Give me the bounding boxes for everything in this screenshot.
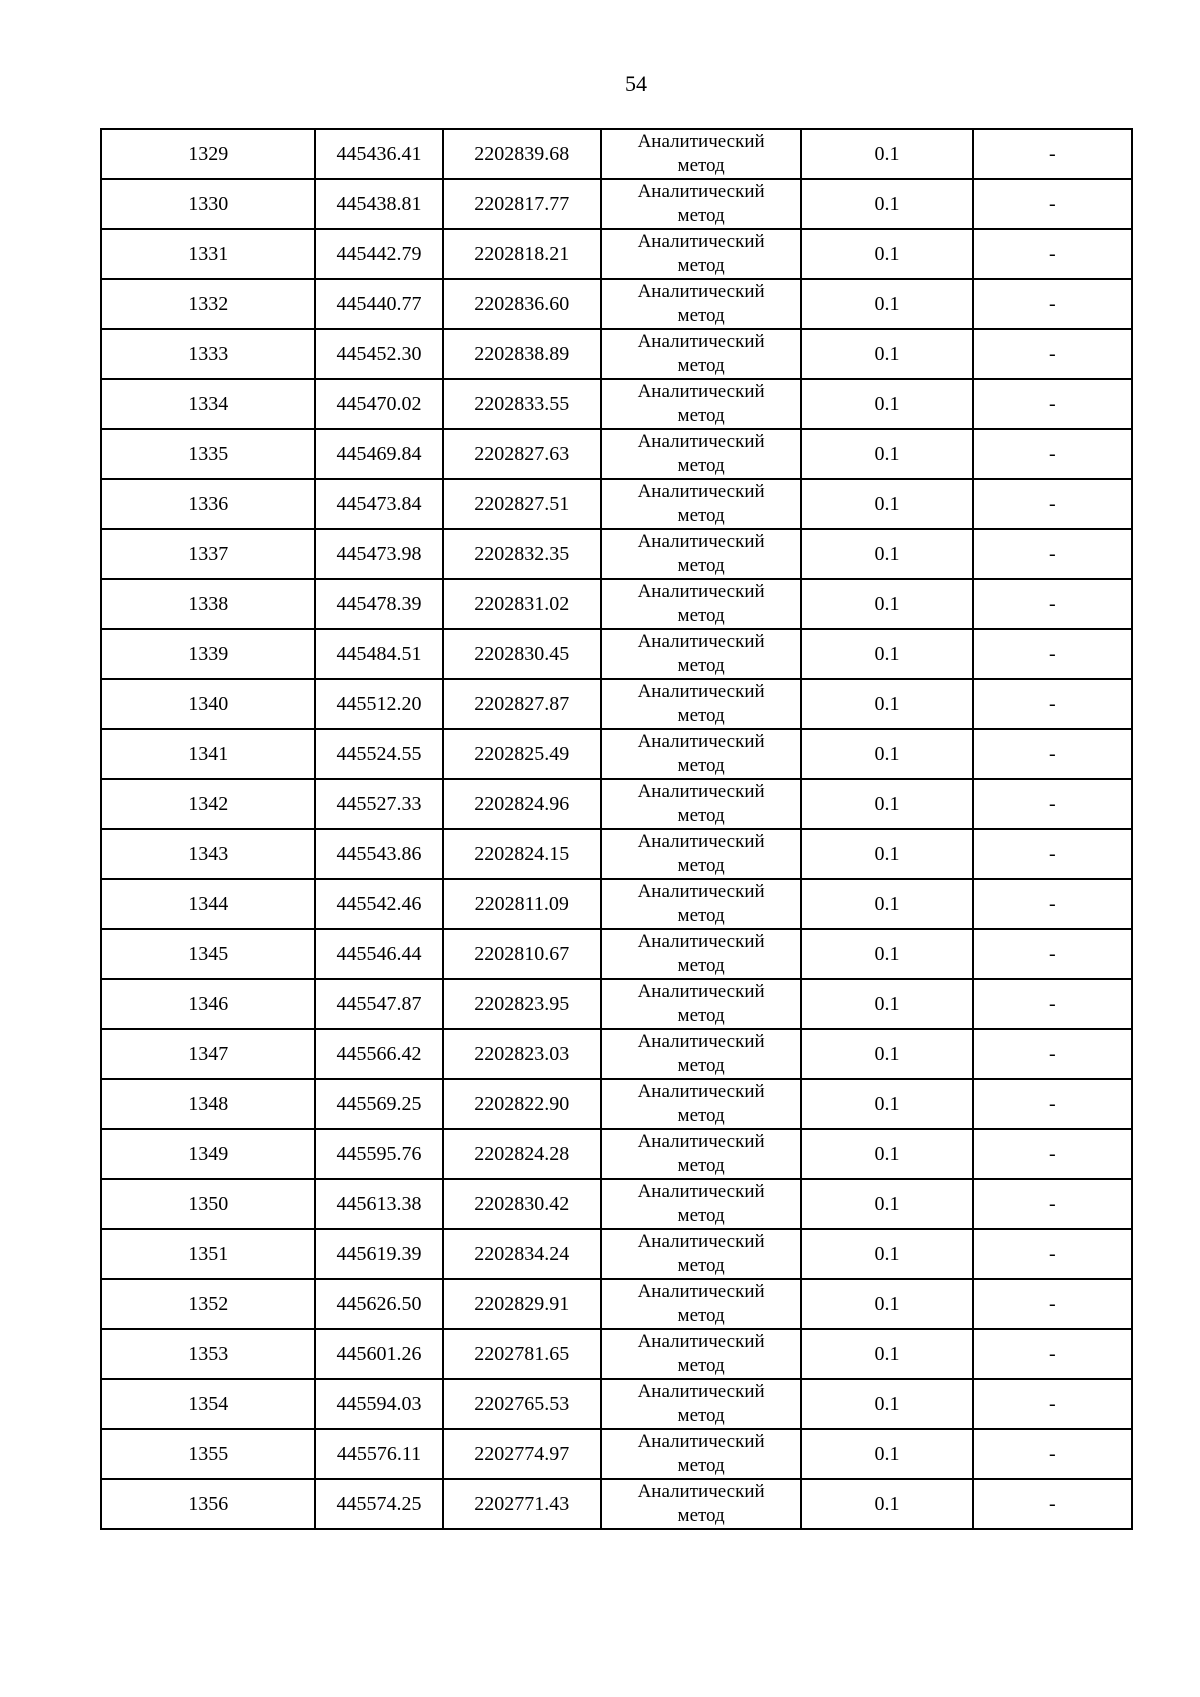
- note-cell: -: [973, 179, 1132, 229]
- table-row: [101, 729, 1132, 779]
- method-cell: [601, 729, 801, 779]
- coordinate-y-cell: 2202830.42: [443, 1179, 601, 1229]
- table-row: [101, 279, 1132, 329]
- point-number-cell: 1353: [101, 1329, 315, 1379]
- method-text: Аналитический метод: [637, 831, 765, 876]
- point-number-cell: 1345: [101, 929, 315, 979]
- method-text: Аналитический метод: [637, 1081, 765, 1126]
- table-row: [101, 1129, 1132, 1179]
- method-text: Аналитический метод: [637, 1381, 765, 1426]
- method-text: Аналитический метод: [637, 1281, 765, 1326]
- point-number-cell: 1340: [101, 679, 315, 729]
- method-cell: [601, 679, 801, 729]
- table-row: [101, 429, 1132, 479]
- coordinate-x-cell: 445601.26: [315, 1329, 442, 1379]
- precision-cell: 0.1: [801, 1379, 972, 1429]
- note-cell: -: [973, 1079, 1132, 1129]
- coordinate-x-cell: 445576.11: [315, 1429, 442, 1479]
- table-row: [101, 979, 1132, 1029]
- table-row: [101, 629, 1132, 679]
- method-cell: [601, 379, 801, 429]
- coordinate-x-cell: 445595.76: [315, 1129, 442, 1179]
- coordinate-y-cell: 2202827.51: [443, 479, 601, 529]
- precision-cell: 0.1: [801, 679, 972, 729]
- method-cell: [601, 929, 801, 979]
- precision-cell: 0.1: [801, 529, 972, 579]
- note-cell: -: [973, 479, 1132, 529]
- coordinate-x-cell: 445569.25: [315, 1079, 442, 1129]
- point-number-cell: 1334: [101, 379, 315, 429]
- coordinate-y-cell: 2202831.02: [443, 579, 601, 629]
- coordinate-y-cell: 2202829.91: [443, 1279, 601, 1329]
- table-row: [101, 179, 1132, 229]
- coordinate-x-cell: 445619.39: [315, 1229, 442, 1279]
- table-row: [101, 679, 1132, 729]
- note-cell: -: [973, 779, 1132, 829]
- precision-cell: 0.1: [801, 329, 972, 379]
- note-cell: -: [973, 1179, 1132, 1229]
- method-text: Аналитический метод: [637, 481, 765, 526]
- coordinate-x-cell: 445547.87: [315, 979, 442, 1029]
- point-number-cell: 1339: [101, 629, 315, 679]
- method-text: Аналитический метод: [637, 1031, 765, 1076]
- point-number-cell: 1329: [101, 129, 315, 179]
- coordinate-x-cell: 445527.33: [315, 779, 442, 829]
- point-number-cell: 1352: [101, 1279, 315, 1329]
- precision-cell: 0.1: [801, 729, 972, 779]
- coordinate-x-cell: 445442.79: [315, 229, 442, 279]
- coordinate-x-cell: 445436.41: [315, 129, 442, 179]
- point-number-cell: 1335: [101, 429, 315, 479]
- precision-cell: 0.1: [801, 479, 972, 529]
- point-number-cell: 1341: [101, 729, 315, 779]
- method-text: Аналитический метод: [637, 1231, 765, 1276]
- coordinate-x-cell: 445524.55: [315, 729, 442, 779]
- coordinates-table: [100, 128, 1133, 1530]
- coordinate-y-cell: 2202817.77: [443, 179, 601, 229]
- coordinate-x-cell: 445473.84: [315, 479, 442, 529]
- method-cell: [601, 1079, 801, 1129]
- method-text: Аналитический метод: [637, 1181, 765, 1226]
- method-cell: [601, 429, 801, 479]
- coordinate-y-cell: 2202771.43: [443, 1479, 601, 1529]
- method-cell: [601, 1329, 801, 1379]
- point-number-cell: 1336: [101, 479, 315, 529]
- table-row: [101, 129, 1132, 179]
- table-row: [101, 1029, 1132, 1079]
- precision-cell: 0.1: [801, 429, 972, 479]
- table-row: [101, 329, 1132, 379]
- coordinate-x-cell: 445473.98: [315, 529, 442, 579]
- method-cell: [601, 179, 801, 229]
- method-text: Аналитический метод: [637, 1431, 765, 1476]
- coordinate-x-cell: 445613.38: [315, 1179, 442, 1229]
- precision-cell: 0.1: [801, 1029, 972, 1079]
- table-row: [101, 1079, 1132, 1129]
- method-text: Аналитический метод: [637, 231, 765, 276]
- method-cell: [601, 1279, 801, 1329]
- coordinate-y-cell: 2202781.65: [443, 1329, 601, 1379]
- method-text: Аналитический метод: [637, 681, 765, 726]
- method-text: Аналитический метод: [637, 281, 765, 326]
- precision-cell: 0.1: [801, 1429, 972, 1479]
- point-number-cell: 1355: [101, 1429, 315, 1479]
- note-cell: -: [973, 1379, 1132, 1429]
- table-row: [101, 829, 1132, 879]
- method-cell: [601, 1029, 801, 1079]
- precision-cell: 0.1: [801, 279, 972, 329]
- point-number-cell: 1337: [101, 529, 315, 579]
- precision-cell: 0.1: [801, 1179, 972, 1229]
- precision-cell: 0.1: [801, 1079, 972, 1129]
- coordinate-x-cell: 445574.25: [315, 1479, 442, 1529]
- method-text: Аналитический метод: [637, 181, 765, 226]
- method-cell: [601, 579, 801, 629]
- precision-cell: 0.1: [801, 829, 972, 879]
- coordinate-y-cell: 2202822.90: [443, 1079, 601, 1129]
- precision-cell: 0.1: [801, 779, 972, 829]
- precision-cell: 0.1: [801, 1129, 972, 1179]
- point-number-cell: 1348: [101, 1079, 315, 1129]
- method-cell: [601, 979, 801, 1029]
- precision-cell: 0.1: [801, 1279, 972, 1329]
- method-cell: [601, 1179, 801, 1229]
- note-cell: -: [973, 829, 1132, 879]
- table-row: [101, 529, 1132, 579]
- method-cell: [601, 1229, 801, 1279]
- table-row: [101, 579, 1132, 629]
- note-cell: -: [973, 1029, 1132, 1079]
- method-cell: [601, 529, 801, 579]
- point-number-cell: 1333: [101, 329, 315, 379]
- method-cell: [601, 329, 801, 379]
- precision-cell: 0.1: [801, 879, 972, 929]
- coordinate-y-cell: 2202830.45: [443, 629, 601, 679]
- coordinate-y-cell: 2202827.63: [443, 429, 601, 479]
- coordinate-y-cell: 2202824.96: [443, 779, 601, 829]
- table-row: [101, 1229, 1132, 1279]
- coordinate-x-cell: 445594.03: [315, 1379, 442, 1429]
- method-text: Аналитический метод: [637, 331, 765, 376]
- precision-cell: 0.1: [801, 1479, 972, 1529]
- note-cell: -: [973, 929, 1132, 979]
- note-cell: -: [973, 729, 1132, 779]
- method-text: Аналитический метод: [637, 431, 765, 476]
- table-row: [101, 1329, 1132, 1379]
- point-number-cell: 1356: [101, 1479, 315, 1529]
- method-text: Аналитический метод: [637, 581, 765, 626]
- coordinate-y-cell: 2202823.95: [443, 979, 601, 1029]
- method-text: Аналитический метод: [637, 931, 765, 976]
- precision-cell: 0.1: [801, 229, 972, 279]
- coordinate-y-cell: 2202765.53: [443, 1379, 601, 1429]
- coordinate-y-cell: 2202824.15: [443, 829, 601, 879]
- method-text: Аналитический метод: [637, 1481, 765, 1526]
- coordinate-x-cell: 445440.77: [315, 279, 442, 329]
- method-cell: [601, 1429, 801, 1479]
- note-cell: -: [973, 1129, 1132, 1179]
- coordinate-x-cell: 445470.02: [315, 379, 442, 429]
- method-cell: [601, 1379, 801, 1429]
- point-number-cell: 1344: [101, 879, 315, 929]
- table-row: [101, 929, 1132, 979]
- method-text: Аналитический метод: [637, 631, 765, 676]
- table-row: [101, 1429, 1132, 1479]
- note-cell: -: [973, 629, 1132, 679]
- precision-cell: 0.1: [801, 629, 972, 679]
- table-row: [101, 479, 1132, 529]
- coordinate-x-cell: 445546.44: [315, 929, 442, 979]
- method-cell: [601, 229, 801, 279]
- coordinate-x-cell: 445566.42: [315, 1029, 442, 1079]
- method-text: Аналитический метод: [637, 781, 765, 826]
- coordinate-y-cell: 2202838.89: [443, 329, 601, 379]
- coordinate-y-cell: 2202839.68: [443, 129, 601, 179]
- page-number: 54: [625, 71, 647, 96]
- coordinate-x-cell: 445438.81: [315, 179, 442, 229]
- coordinate-y-cell: 2202823.03: [443, 1029, 601, 1079]
- coordinate-x-cell: 445484.51: [315, 629, 442, 679]
- note-cell: -: [973, 529, 1132, 579]
- method-text: Аналитический метод: [637, 1331, 765, 1376]
- note-cell: -: [973, 379, 1132, 429]
- coordinate-y-cell: 2202833.55: [443, 379, 601, 429]
- precision-cell: 0.1: [801, 379, 972, 429]
- note-cell: -: [973, 329, 1132, 379]
- method-text: Аналитический метод: [637, 531, 765, 576]
- precision-cell: 0.1: [801, 579, 972, 629]
- method-cell: [601, 779, 801, 829]
- table-row: [101, 1179, 1132, 1229]
- point-number-cell: 1346: [101, 979, 315, 1029]
- table-row: [101, 1379, 1132, 1429]
- coordinate-x-cell: 445542.46: [315, 879, 442, 929]
- note-cell: -: [973, 129, 1132, 179]
- method-cell: [601, 279, 801, 329]
- table-row: [101, 229, 1132, 279]
- note-cell: -: [973, 279, 1132, 329]
- point-number-cell: 1332: [101, 279, 315, 329]
- method-cell: [601, 1129, 801, 1179]
- point-number-cell: 1349: [101, 1129, 315, 1179]
- note-cell: -: [973, 1229, 1132, 1279]
- point-number-cell: 1338: [101, 579, 315, 629]
- note-cell: -: [973, 679, 1132, 729]
- point-number-cell: 1347: [101, 1029, 315, 1079]
- note-cell: -: [973, 879, 1132, 929]
- precision-cell: 0.1: [801, 1229, 972, 1279]
- coordinate-y-cell: 2202825.49: [443, 729, 601, 779]
- method-text: Аналитический метод: [637, 131, 765, 176]
- note-cell: -: [973, 1329, 1132, 1379]
- coordinate-y-cell: 2202824.28: [443, 1129, 601, 1179]
- point-number-cell: 1342: [101, 779, 315, 829]
- coordinate-y-cell: 2202827.87: [443, 679, 601, 729]
- table-row: [101, 379, 1132, 429]
- note-cell: -: [973, 979, 1132, 1029]
- point-number-cell: 1343: [101, 829, 315, 879]
- note-cell: -: [973, 429, 1132, 479]
- method-text: Аналитический метод: [637, 731, 765, 776]
- method-cell: [601, 629, 801, 679]
- precision-cell: 0.1: [801, 179, 972, 229]
- coordinate-x-cell: 445478.39: [315, 579, 442, 629]
- table-row: [101, 879, 1132, 929]
- table-row: [101, 779, 1132, 829]
- point-number-cell: 1331: [101, 229, 315, 279]
- method-text: Аналитический метод: [637, 881, 765, 926]
- note-cell: -: [973, 1429, 1132, 1479]
- coordinate-y-cell: 2202832.35: [443, 529, 601, 579]
- method-text: Аналитический метод: [637, 381, 765, 426]
- coordinate-x-cell: 445543.86: [315, 829, 442, 879]
- coordinate-x-cell: 445626.50: [315, 1279, 442, 1329]
- table-body: [101, 129, 1132, 1529]
- coordinate-y-cell: 2202834.24: [443, 1229, 601, 1279]
- note-cell: -: [973, 1279, 1132, 1329]
- point-number-cell: 1354: [101, 1379, 315, 1429]
- table-row: [101, 1279, 1132, 1329]
- coordinate-y-cell: 2202818.21: [443, 229, 601, 279]
- precision-cell: 0.1: [801, 929, 972, 979]
- table-row: [101, 1479, 1132, 1529]
- method-cell: [601, 879, 801, 929]
- method-cell: [601, 1479, 801, 1529]
- point-number-cell: 1350: [101, 1179, 315, 1229]
- point-number-cell: 1330: [101, 179, 315, 229]
- coordinate-y-cell: 2202811.09: [443, 879, 601, 929]
- precision-cell: 0.1: [801, 1329, 972, 1379]
- note-cell: -: [973, 1479, 1132, 1529]
- note-cell: -: [973, 579, 1132, 629]
- precision-cell: 0.1: [801, 979, 972, 1029]
- method-cell: [601, 129, 801, 179]
- coordinate-x-cell: 445469.84: [315, 429, 442, 479]
- coordinate-y-cell: 2202836.60: [443, 279, 601, 329]
- coordinate-x-cell: 445512.20: [315, 679, 442, 729]
- method-cell: [601, 829, 801, 879]
- coordinate-y-cell: 2202810.67: [443, 929, 601, 979]
- precision-cell: 0.1: [801, 129, 972, 179]
- note-cell: -: [973, 229, 1132, 279]
- coordinate-y-cell: 2202774.97: [443, 1429, 601, 1479]
- coordinate-x-cell: 445452.30: [315, 329, 442, 379]
- point-number-cell: 1351: [101, 1229, 315, 1279]
- method-cell: [601, 479, 801, 529]
- method-text: Аналитический метод: [637, 981, 765, 1026]
- method-text: Аналитический метод: [637, 1131, 765, 1176]
